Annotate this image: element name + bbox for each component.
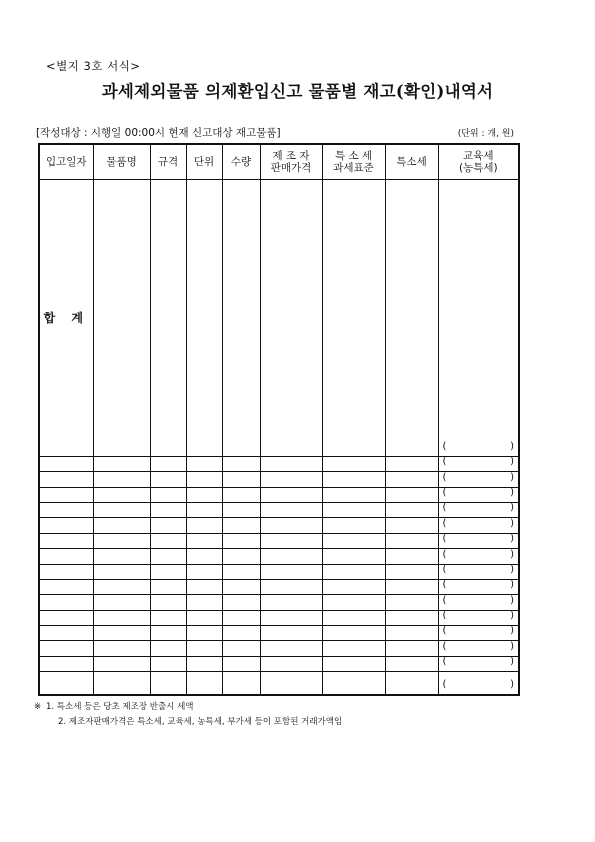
education-tax-cell[interactable]: [438, 610, 519, 625]
close-parenthesis: ): [510, 625, 514, 637]
table-cell[interactable]: [260, 626, 322, 641]
parenthesis-pair: [443, 549, 515, 561]
table-cell[interactable]: [150, 579, 186, 594]
table-cell[interactable]: [385, 503, 438, 518]
table-cell[interactable]: [93, 503, 150, 518]
total-row: [39, 180, 519, 457]
table-cell[interactable]: [260, 656, 322, 671]
open-parenthesis: (: [442, 502, 447, 514]
table-cell[interactable]: [150, 595, 186, 610]
column-header-text: 특소세: [396, 156, 427, 168]
column-header-text: (농특세): [458, 162, 498, 174]
footnotes: [34, 700, 343, 730]
education-tax-cell[interactable]: [438, 456, 519, 471]
table-cell[interactable]: [150, 518, 186, 533]
table-cell[interactable]: [150, 626, 186, 641]
footnote-line: [46, 715, 342, 730]
table-cell[interactable]: [39, 487, 93, 502]
parenthesis-pair: [443, 472, 515, 484]
open-parenthesis: (: [442, 656, 447, 668]
table-cell[interactable]: [260, 456, 322, 471]
table-cell[interactable]: [39, 456, 93, 471]
education-tax-cell[interactable]: [438, 533, 519, 548]
close-parenthesis: ): [510, 579, 514, 591]
table-cell[interactable]: [260, 518, 322, 533]
table-row: [39, 595, 519, 610]
table-cell[interactable]: [186, 456, 222, 471]
close-parenthesis: ): [510, 679, 514, 690]
open-parenthesis: (: [442, 594, 447, 606]
table-cell[interactable]: [322, 579, 385, 594]
parenthesis-pair: [443, 610, 515, 622]
table-cell[interactable]: [186, 641, 222, 656]
table-cell[interactable]: [93, 456, 150, 471]
table-cell[interactable]: [222, 564, 260, 579]
table-cell[interactable]: [322, 564, 385, 579]
table-cell[interactable]: [150, 641, 186, 656]
education-tax-cell[interactable]: [438, 487, 519, 502]
close-parenthesis: ): [510, 502, 514, 514]
table-row: [39, 564, 519, 579]
column-header-text: 판매가격: [270, 162, 312, 174]
table-cell[interactable]: [93, 518, 150, 533]
open-parenthesis: (: [442, 679, 447, 690]
table-cell[interactable]: [222, 472, 260, 487]
education-tax-cell[interactable]: [438, 180, 519, 457]
table-cell[interactable]: [150, 610, 186, 625]
table-header-row: [39, 144, 519, 180]
table-cell[interactable]: [150, 549, 186, 564]
table-cell[interactable]: [322, 503, 385, 518]
table-cell[interactable]: [260, 487, 322, 502]
table-cell[interactable]: [39, 579, 93, 594]
table-cell[interactable]: [222, 549, 260, 564]
table-cell[interactable]: [260, 672, 322, 695]
column-header-text: 교육세: [463, 150, 494, 162]
table-cell[interactable]: [150, 472, 186, 487]
table-cell[interactable]: [385, 180, 438, 457]
table-cell[interactable]: [322, 487, 385, 502]
table-cell[interactable]: [385, 641, 438, 656]
open-parenthesis: (: [442, 548, 447, 560]
column-header: [186, 144, 222, 180]
open-parenthesis: (: [442, 579, 447, 591]
close-parenthesis: ): [510, 517, 514, 529]
table-cell[interactable]: [222, 595, 260, 610]
table-cell[interactable]: [186, 180, 222, 457]
table-cell[interactable]: [322, 626, 385, 641]
table-cell[interactable]: [186, 472, 222, 487]
education-tax-cell[interactable]: [438, 626, 519, 641]
table-cell[interactable]: [150, 533, 186, 548]
table-row: [39, 456, 519, 471]
parenthesis-pair: [443, 679, 515, 691]
close-parenthesis: ): [510, 471, 514, 483]
column-header-text: 입고일자: [45, 156, 87, 168]
column-header: [222, 144, 260, 180]
table-cell[interactable]: [39, 564, 93, 579]
table-row: [39, 626, 519, 641]
table-cell[interactable]: [39, 626, 93, 641]
table-cell[interactable]: [93, 472, 150, 487]
scope-statement: [작성대상 : 시행일 00:00시 현재 신고대상 재고물품]: [36, 127, 281, 139]
open-parenthesis: (: [442, 456, 447, 468]
parenthesis-pair: [443, 518, 515, 530]
table-cell[interactable]: [150, 656, 186, 671]
table-row: [39, 672, 519, 695]
column-header: [39, 144, 93, 180]
table-cell[interactable]: [93, 579, 150, 594]
table-cell[interactable]: [150, 180, 186, 457]
open-parenthesis: (: [442, 487, 447, 499]
table-cell[interactable]: [186, 549, 222, 564]
close-parenthesis: ): [510, 594, 514, 606]
parenthesis-pair: [443, 579, 515, 591]
table-cell[interactable]: [385, 610, 438, 625]
table-cell[interactable]: [39, 641, 93, 656]
parenthesis-pair: [443, 533, 515, 545]
parenthesis-pair: [443, 441, 515, 453]
table-cell[interactable]: [186, 610, 222, 625]
table-row: [39, 518, 519, 533]
column-header-text: 규격: [157, 156, 179, 168]
close-parenthesis: ): [510, 610, 514, 622]
table-cell[interactable]: [260, 610, 322, 625]
table-cell[interactable]: [385, 595, 438, 610]
table-cell[interactable]: [39, 656, 93, 671]
table-cell[interactable]: [186, 595, 222, 610]
table-cell[interactable]: [385, 656, 438, 671]
table-cell[interactable]: [186, 533, 222, 548]
column-header-text: 특 소 세: [334, 150, 373, 162]
column-header-text: 물품명: [106, 156, 137, 168]
parenthesis-pair: [443, 625, 515, 637]
table-cell[interactable]: [322, 533, 385, 548]
table-cell[interactable]: [186, 626, 222, 641]
parenthesis-pair: [443, 564, 515, 576]
scope-row: [36, 125, 518, 141]
table-cell[interactable]: [322, 180, 385, 457]
table-cell[interactable]: [322, 472, 385, 487]
parenthesis-pair: [443, 641, 515, 653]
education-tax-cell[interactable]: [438, 672, 519, 695]
table-cell[interactable]: [222, 656, 260, 671]
table-cell[interactable]: [186, 656, 222, 671]
close-parenthesis: ): [510, 533, 514, 545]
column-header: [150, 144, 186, 180]
close-parenthesis: ): [510, 656, 514, 668]
table-cell[interactable]: [39, 595, 93, 610]
table-cell[interactable]: [260, 641, 322, 656]
column-header-text: 수량: [230, 156, 252, 168]
table-row: [39, 579, 519, 594]
table-cell[interactable]: [322, 518, 385, 533]
column-header: [260, 144, 322, 180]
column-header: [93, 144, 150, 180]
table-cell[interactable]: [260, 180, 322, 457]
education-tax-cell[interactable]: [438, 503, 519, 518]
table-cell[interactable]: [222, 610, 260, 625]
parenthesis-pair: [443, 595, 515, 607]
table-cell[interactable]: [322, 549, 385, 564]
table-cell[interactable]: [39, 533, 93, 548]
table-cell[interactable]: [150, 456, 186, 471]
table-cell[interactable]: [222, 518, 260, 533]
table-cell[interactable]: [222, 456, 260, 471]
table-cell[interactable]: [222, 626, 260, 641]
open-parenthesis: (: [442, 610, 447, 622]
table-cell[interactable]: [385, 487, 438, 502]
education-tax-cell[interactable]: [438, 518, 519, 533]
table-cell[interactable]: [222, 533, 260, 548]
open-parenthesis: (: [442, 640, 447, 652]
table-cell[interactable]: [93, 641, 150, 656]
close-parenthesis: ): [510, 548, 514, 560]
stock-detail-table: [38, 143, 520, 696]
table-cell[interactable]: [150, 564, 186, 579]
table-cell[interactable]: [39, 518, 93, 533]
education-tax-cell[interactable]: [438, 656, 519, 671]
table-row: [39, 503, 519, 518]
table-cell[interactable]: [39, 472, 93, 487]
table-row: [39, 487, 519, 502]
column-header: [438, 144, 519, 180]
document-title: 과세제외물품 의제환입신고 물품별 재고(확인)내역서: [101, 82, 494, 101]
close-parenthesis: ): [510, 456, 514, 468]
education-tax-cell[interactable]: [438, 549, 519, 564]
table-cell[interactable]: [385, 564, 438, 579]
table-cell[interactable]: [385, 626, 438, 641]
table-cell[interactable]: [322, 610, 385, 625]
table-row: [39, 641, 519, 656]
table-cell[interactable]: [222, 180, 260, 457]
column-header-text: 제 조 자: [272, 150, 310, 162]
table-cell[interactable]: [260, 564, 322, 579]
table-row: [39, 656, 519, 671]
open-parenthesis: (: [442, 625, 447, 637]
table-cell[interactable]: [260, 595, 322, 610]
table-cell[interactable]: [260, 503, 322, 518]
table-cell[interactable]: [93, 610, 150, 625]
education-tax-cell[interactable]: [438, 564, 519, 579]
table-cell[interactable]: [93, 533, 150, 548]
close-parenthesis: ): [510, 640, 514, 652]
column-header-text: 과세표준: [333, 162, 374, 174]
parenthesis-pair: [443, 656, 515, 668]
table-cell[interactable]: [385, 472, 438, 487]
education-tax-cell[interactable]: [438, 595, 519, 610]
table-cell[interactable]: [186, 672, 222, 695]
table-cell[interactable]: [322, 595, 385, 610]
column-header-text: 단위: [193, 156, 215, 168]
parenthesis-pair: [443, 502, 515, 514]
education-tax-cell[interactable]: [438, 579, 519, 594]
table-cell[interactable]: [385, 518, 438, 533]
footnote-line: [34, 700, 342, 715]
table-cell[interactable]: [322, 641, 385, 656]
footnote-mark: ※: [34, 702, 42, 712]
table-cell[interactable]: [322, 456, 385, 471]
table-cell[interactable]: [186, 503, 222, 518]
table-cell[interactable]: [385, 533, 438, 548]
table-row: [39, 610, 519, 625]
table-cell[interactable]: [186, 579, 222, 594]
table-cell[interactable]: [385, 456, 438, 471]
close-parenthesis: ): [510, 487, 514, 499]
table-cell[interactable]: [150, 487, 186, 502]
table-cell[interactable]: [222, 579, 260, 594]
open-parenthesis: (: [442, 517, 447, 529]
open-parenthesis: (: [442, 440, 447, 452]
table-cell[interactable]: [93, 672, 150, 695]
table-cell[interactable]: [385, 579, 438, 594]
table-cell[interactable]: [222, 487, 260, 502]
table-cell[interactable]: [222, 641, 260, 656]
table-cell[interactable]: [322, 656, 385, 671]
table-cell[interactable]: [260, 549, 322, 564]
table-cell[interactable]: [150, 503, 186, 518]
table-cell[interactable]: [39, 503, 93, 518]
parenthesis-pair: [443, 487, 515, 499]
table-cell[interactable]: [93, 180, 150, 457]
column-header: [322, 144, 385, 180]
table-cell[interactable]: [93, 549, 150, 564]
table-cell[interactable]: [222, 672, 260, 695]
table-cell[interactable]: [260, 533, 322, 548]
table-cell[interactable]: [186, 487, 222, 502]
table-cell[interactable]: [93, 564, 150, 579]
footnote-text: 2. 제조자판매가격은 특소세, 교육세, 농특세, 부가세 등이 포함된 거래가액임: [58, 717, 343, 727]
table-cell[interactable]: [186, 518, 222, 533]
table-row: [39, 472, 519, 487]
table-cell[interactable]: [39, 672, 93, 695]
table-cell[interactable]: [39, 549, 93, 564]
total-label: 합 계: [39, 180, 93, 457]
table-cell[interactable]: [385, 549, 438, 564]
footnote-text: 1. 특소세 등은 당초 제조장 반출시 세액: [46, 702, 194, 712]
table-cell[interactable]: [222, 503, 260, 518]
table-cell[interactable]: [93, 656, 150, 671]
table-cell[interactable]: [260, 472, 322, 487]
close-parenthesis: ): [510, 563, 514, 575]
table-cell[interactable]: [39, 610, 93, 625]
table-cell[interactable]: [93, 626, 150, 641]
education-tax-cell[interactable]: [438, 641, 519, 656]
table-body: [39, 180, 519, 696]
table-cell[interactable]: [93, 595, 150, 610]
open-parenthesis: (: [442, 533, 447, 545]
table-cell[interactable]: [322, 672, 385, 695]
table-cell[interactable]: [150, 672, 186, 695]
education-tax-cell[interactable]: [438, 472, 519, 487]
form-code-label: <별지 3호 서식>: [46, 59, 141, 73]
table-cell[interactable]: [93, 487, 150, 502]
table-cell[interactable]: [385, 672, 438, 695]
open-parenthesis: (: [442, 563, 447, 575]
table-cell[interactable]: [260, 579, 322, 594]
table-row: [39, 533, 519, 548]
unit-label: (단위 : 개, 원): [457, 129, 514, 139]
close-parenthesis: ): [510, 440, 514, 452]
table-row: [39, 549, 519, 564]
open-parenthesis: (: [442, 471, 447, 483]
column-header: [385, 144, 438, 180]
parenthesis-pair: [443, 456, 515, 468]
table-cell[interactable]: [186, 564, 222, 579]
